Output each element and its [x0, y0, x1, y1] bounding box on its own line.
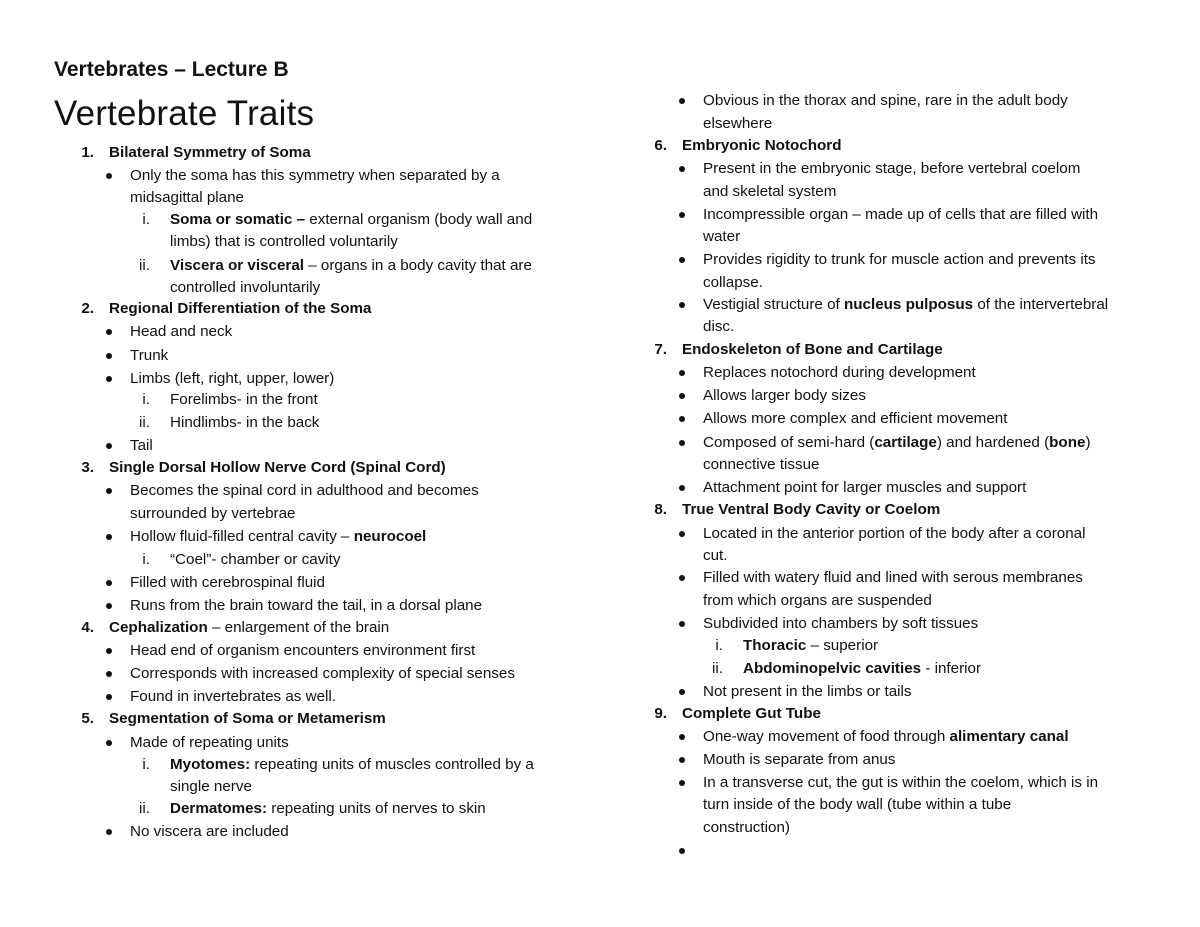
bold-text: neurocoel	[353, 528, 427, 545]
bold-text: nucleus pulposus	[843, 296, 974, 313]
text: connective tissue	[703, 456, 820, 473]
bullet-marker	[106, 694, 112, 700]
bold-text: Single Dorsal Hollow Nerve Cord (Spinal Cord)	[109, 459, 446, 476]
text: Mouth is separate from anus	[703, 751, 896, 768]
text: Attachment point for larger muscles and support	[703, 479, 1027, 496]
text: Forelimbs- in the front	[170, 391, 318, 408]
bold-text: Viscera or visceral	[170, 257, 304, 274]
text: “Coel”- chamber or cavity	[170, 551, 341, 568]
section-heading	[682, 340, 943, 359]
bullet-marker	[679, 689, 685, 695]
list-roman-numeral: ii.	[139, 414, 150, 431]
list-number: 1.	[81, 144, 94, 161]
list-item	[130, 664, 515, 683]
bullet-marker	[679, 166, 685, 172]
bullet-marker	[106, 534, 112, 540]
list-item	[130, 481, 479, 500]
list-item	[703, 546, 727, 565]
text: – superior	[806, 637, 879, 654]
text: Allows larger body sizes	[703, 387, 866, 404]
list-item	[130, 573, 325, 592]
list-item	[703, 182, 836, 201]
list-item	[703, 455, 820, 474]
list-number: 2.	[81, 300, 94, 317]
list-item	[703, 273, 763, 292]
bullet-marker	[106, 376, 112, 382]
section-heading	[682, 136, 841, 155]
list-item	[703, 363, 976, 382]
list-item	[170, 256, 532, 275]
bullet-marker	[679, 416, 685, 422]
text: Corresponds with increased complexity of special senses	[130, 665, 515, 682]
list-item	[703, 750, 895, 769]
list-item	[743, 636, 878, 655]
text: elsewhere	[703, 115, 773, 132]
list-item	[703, 114, 772, 133]
list-item	[130, 527, 426, 546]
text: Vestigial structure of	[703, 296, 844, 313]
list-roman-numeral: i.	[142, 756, 150, 773]
list-item	[130, 733, 289, 752]
bullet-marker	[106, 173, 112, 179]
text: construction)	[703, 819, 790, 836]
text: Becomes the spinal cord in adulthood and becomes	[130, 482, 479, 499]
document-title: Vertebrate Traits	[54, 94, 315, 133]
bullet-marker	[679, 302, 685, 308]
text: Filled with cerebrospinal fluid	[130, 574, 325, 591]
text: Trunk	[130, 347, 169, 364]
list-item	[703, 591, 932, 610]
list-item	[703, 317, 734, 336]
text: Incompressible organ – made up of cells that are filled with	[703, 206, 1099, 223]
text: – enlargement of the brain	[207, 619, 390, 636]
bold-text: Soma or somatic –	[170, 211, 306, 228]
list-number: 5.	[81, 710, 94, 727]
text: Head and neck	[130, 323, 233, 340]
list-number: 4.	[81, 619, 94, 636]
list-roman-numeral: ii.	[139, 257, 150, 274]
list-item	[703, 524, 1085, 543]
list-number: 8.	[654, 501, 667, 518]
list-item	[703, 91, 1068, 110]
list-item	[703, 409, 1007, 428]
lecture-title: Vertebrates – Lecture B	[54, 58, 289, 81]
text: single nerve	[170, 778, 252, 795]
text: turn inside of the body wall (tube within a tube	[703, 796, 1012, 813]
list-item	[130, 687, 336, 706]
list-item	[130, 346, 168, 365]
section-heading	[109, 299, 371, 318]
list-item	[130, 166, 500, 185]
bullet-marker	[679, 531, 685, 537]
list-item	[170, 390, 318, 409]
text: In a transverse cut, the gut is within the coelom, which is in	[703, 774, 1099, 791]
bold-text: Bilateral Symmetry of Soma	[109, 144, 311, 161]
section-heading	[109, 709, 386, 728]
text: – organs in a body cavity that are	[303, 257, 532, 274]
bullet-marker	[679, 212, 685, 218]
bullet-marker	[679, 98, 685, 104]
section-heading	[109, 143, 311, 162]
text: controlled involuntarily	[170, 279, 321, 296]
list-item	[130, 596, 482, 615]
list-item	[170, 755, 534, 774]
text: Only the soma has this symmetry when separated by a	[130, 167, 500, 184]
bullet-marker	[679, 848, 685, 854]
text: Hollow fluid-filled central cavity –	[130, 528, 354, 545]
text: Composed of semi-hard (	[703, 434, 875, 451]
text: limbs) that is controlled voluntarily	[170, 233, 398, 250]
bold-text: cartilage	[874, 434, 937, 451]
list-item	[703, 227, 740, 246]
bold-text: Cephalization	[109, 619, 208, 636]
text: midsagittal plane	[130, 189, 244, 206]
list-item	[703, 614, 978, 633]
bullet-marker	[679, 370, 685, 376]
list-item	[703, 795, 1011, 814]
text: external organism (body wall and	[305, 211, 533, 228]
text: Subdivided into chambers by soft tissues	[703, 615, 979, 632]
text: and skeletal system	[703, 183, 837, 200]
bullet-marker	[106, 580, 112, 586]
bullet-marker	[679, 440, 685, 446]
bullet-marker	[679, 393, 685, 399]
bold-text: Segmentation of Soma or Metamerism	[109, 710, 386, 727]
bullet-marker	[106, 353, 112, 359]
list-item	[130, 641, 475, 660]
text: Obvious in the thorax and spine, rare in the adult body	[703, 92, 1068, 109]
bold-text: Embryonic Notochord	[682, 137, 842, 154]
list-roman-numeral: i.	[142, 211, 150, 228]
bold-text: Thoracic	[743, 637, 807, 654]
text: repeating units of muscles controlled by a	[250, 756, 534, 773]
bold-text: Endoskeleton of Bone and Cartilage	[682, 341, 943, 358]
list-item	[703, 386, 866, 405]
bullet-marker	[679, 575, 685, 581]
text: surrounded by vertebrae	[130, 505, 296, 522]
text: Located in the anterior portion of the body after a coronal	[703, 525, 1086, 542]
bold-text: True Ventral Body Cavity or Coelom	[682, 501, 941, 518]
list-roman-numeral: i.	[715, 637, 723, 654]
list-item	[170, 799, 486, 818]
list-item	[703, 727, 1069, 746]
list-item	[130, 504, 295, 523]
list-number: 7.	[654, 341, 667, 358]
list-item	[130, 822, 289, 841]
list-item	[703, 250, 1096, 269]
list-item	[170, 413, 319, 432]
bullet-marker	[106, 488, 112, 494]
list-item	[130, 369, 334, 388]
bullet-marker	[679, 257, 685, 263]
list-item	[703, 478, 1026, 497]
text: No viscera are included	[130, 823, 289, 840]
text: Limbs (left, right, upper, lower)	[130, 370, 335, 387]
list-item	[703, 159, 1080, 178]
bold-text: Regional Differentiation of the Soma	[109, 300, 372, 317]
list-item	[170, 550, 340, 569]
list-item	[703, 682, 912, 701]
text: of the intervertebral	[973, 296, 1109, 313]
bullet-marker	[106, 740, 112, 746]
text: Head end of organism encounters environment first	[130, 642, 476, 659]
bold-text: Myotomes:	[170, 756, 251, 773]
text: cut.	[703, 547, 728, 564]
section-heading	[682, 704, 821, 723]
list-item	[703, 818, 790, 837]
text: repeating units of nerves to skin	[267, 800, 486, 817]
bullet-marker	[679, 485, 685, 491]
list-item	[170, 210, 532, 229]
text: Present in the embryonic stage, before vertebral coelom	[703, 160, 1081, 177]
list-number: 3.	[81, 459, 94, 476]
bold-text: bone	[1049, 434, 1086, 451]
bold-text: Complete Gut Tube	[682, 705, 821, 722]
list-item	[703, 205, 1098, 224]
text: One-way movement of food through	[703, 728, 950, 745]
list-number: 9.	[654, 705, 667, 722]
list-number: 6.	[654, 137, 667, 154]
text: Hindlimbs- in the back	[170, 414, 320, 431]
bullet-marker	[106, 443, 112, 449]
list-item	[130, 436, 153, 455]
bullet-marker	[679, 780, 685, 786]
list-roman-numeral: i.	[142, 391, 150, 408]
text: Provides rigidity to trunk for muscle action and prevents its	[703, 251, 1096, 268]
bold-text: alimentary canal	[949, 728, 1069, 745]
list-roman-numeral: ii.	[139, 800, 150, 817]
bullet-marker	[106, 603, 112, 609]
list-item	[703, 773, 1098, 792]
bullet-marker	[679, 734, 685, 740]
text: )	[1085, 434, 1091, 451]
list-roman-numeral: i.	[142, 551, 150, 568]
text: Tail	[130, 437, 153, 454]
list-item	[170, 777, 252, 796]
text: Runs from the brain toward the tail, in a dorsal plane	[130, 597, 483, 614]
text: Found in invertebrates as well.	[130, 688, 336, 705]
text: Made of repeating units	[130, 734, 289, 751]
list-item	[743, 659, 981, 678]
list-item	[130, 322, 232, 341]
bullet-marker	[106, 648, 112, 654]
text: from which organs are suspended	[703, 592, 932, 609]
text: disc.	[703, 318, 735, 335]
section-heading	[109, 458, 446, 477]
text: water	[703, 228, 741, 245]
bullet-marker	[106, 829, 112, 835]
text: Filled with watery fluid and lined with serous membranes	[703, 569, 1083, 586]
text: ) and hardened (	[936, 434, 1050, 451]
bullet-marker	[679, 621, 685, 627]
bullet-marker	[106, 329, 112, 335]
section-heading	[682, 500, 940, 519]
list-item	[130, 188, 244, 207]
text: collapse.	[703, 274, 763, 291]
bold-text: Dermatomes:	[170, 800, 268, 817]
list-item	[170, 232, 398, 251]
bullet-marker	[106, 671, 112, 677]
text: Replaces notochord during development	[703, 364, 976, 381]
list-item	[703, 568, 1083, 587]
list-item	[703, 433, 1091, 452]
text: Not present in the limbs or tails	[703, 683, 912, 700]
text: - inferior	[921, 660, 982, 677]
text: Allows more complex and efficient movement	[703, 410, 1008, 427]
bullet-marker	[679, 757, 685, 763]
list-item	[703, 295, 1108, 314]
bold-text: Abdominopelvic cavities	[743, 660, 922, 677]
list-roman-numeral: ii.	[712, 660, 723, 677]
section-heading	[109, 618, 389, 637]
list-item	[170, 278, 320, 297]
